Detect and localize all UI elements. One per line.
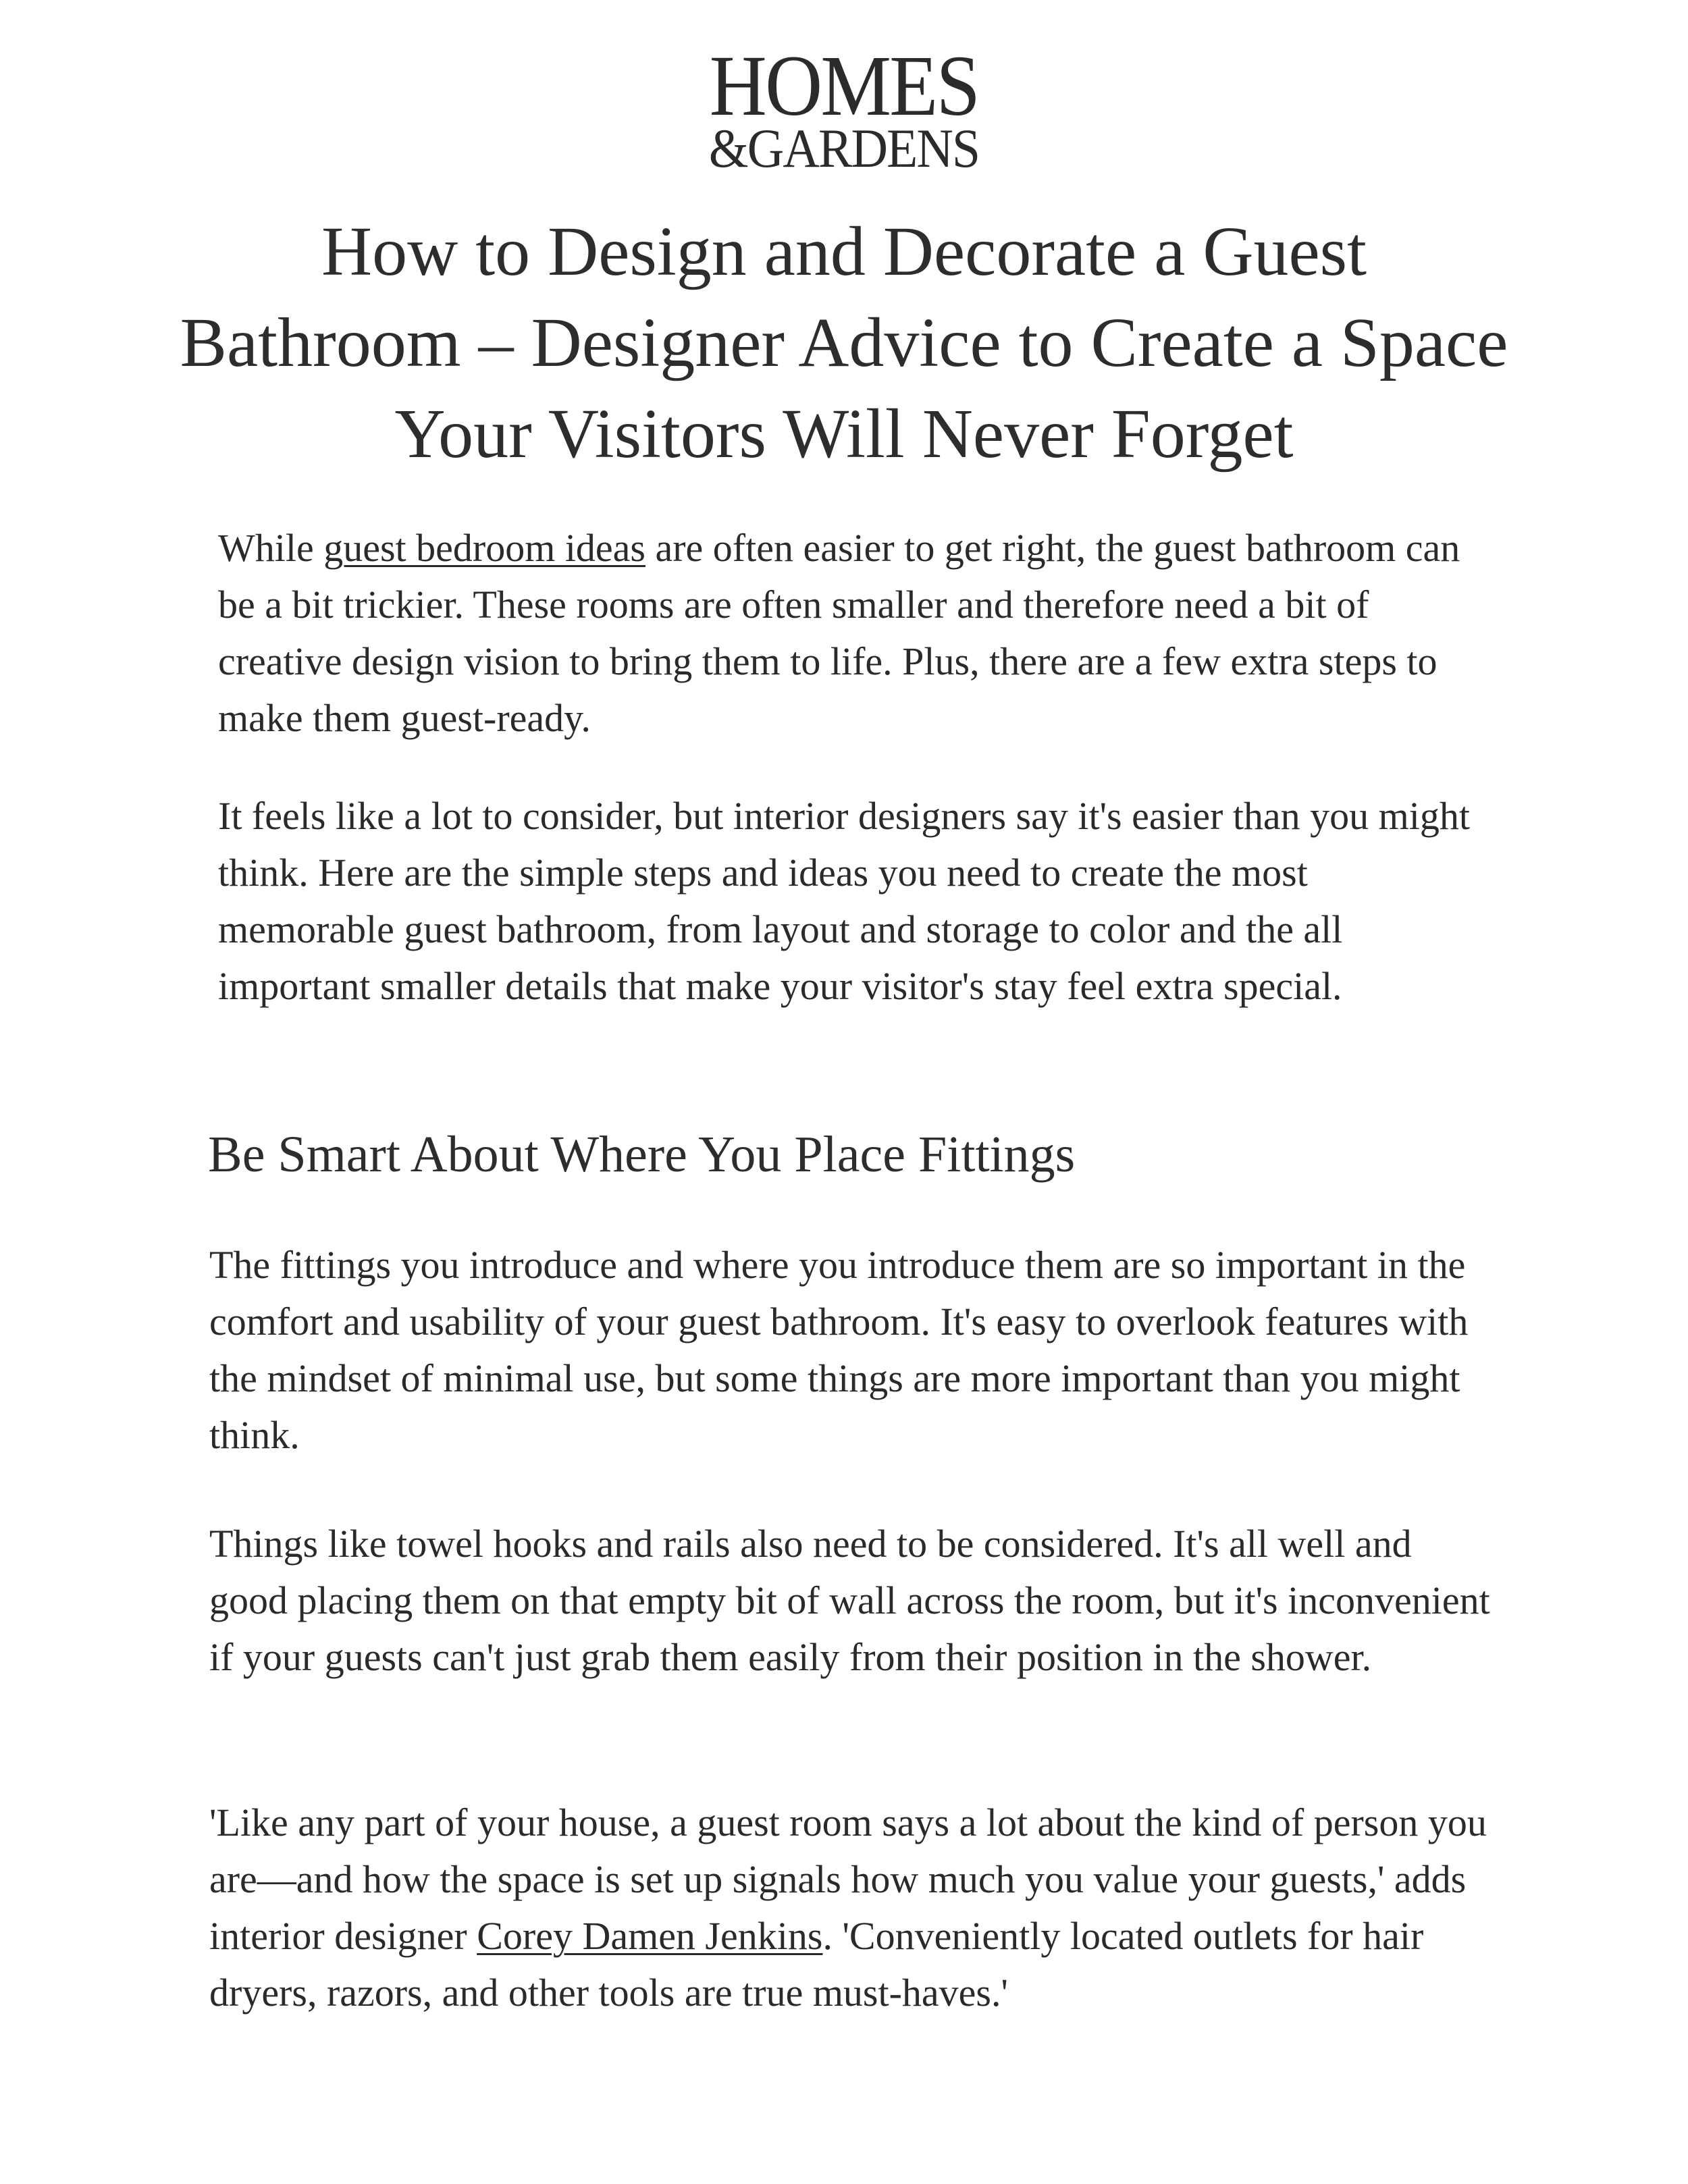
text-segment: . 'Conveniently located outlets for hair dryers, razors, and other tools are true must-haves.': [209, 1914, 1424, 2015]
intro-paragraph-2: It feels like a lot to consider, but interior designers say it's easier than you might think. Here are the simple steps and ideas you need to create the most memorable guest bathroom, from layout and storage to color and the all important smaller details that make your visitor's stay feel extra special.: [218, 794, 1471, 1008]
guest-bedroom-ideas-link[interactable]: guest bedroom ideas: [323, 526, 645, 570]
intro-paragraph-1: [218, 520, 1487, 747]
section-paragraph-2: Things like towel hooks and rails also need to be considered. It's all well and good placing them on that empty bit of wall across the room, but it's inconvenient if your guests can't just grab them easily from their position in the shower.: [209, 1522, 1490, 1679]
text-segment: While: [218, 526, 324, 570]
article-title: How to Design and Decorate a Guest Bathroom – Designer Advice to Create a Space Your Visitors Will Never Forget: [180, 213, 1508, 473]
logo-wordmark-gardens: &GARDENS: [708, 117, 980, 179]
section-heading: Be Smart About Where You Place Fittings: [208, 1126, 1076, 1183]
section-paragraph-3: [209, 1794, 1492, 2021]
logo-wordmark-homes: HOMES: [709, 38, 979, 134]
corey-damen-jenkins-link[interactable]: Corey Damen Jenkins: [477, 1914, 823, 1958]
masthead-logo[interactable]: [0, 38, 1688, 179]
text-segment: 'Like any part of your house, a guest room says a lot about the kind of person you are—and how the space is set up signals how much you value your guests,' adds interior designer: [209, 1801, 1487, 1958]
text-segment: are often easier to get right, the guest bathroom can be a bit trickier. These rooms are often smaller and therefore need a bit of creative design vision to bring them to life. Plus, there are a few extra steps to make them guest-ready.: [218, 526, 1460, 740]
section-paragraph-1: The fittings you introduce and where you introduce them are so important in the comfort and usability of your guest bathroom. It's easy to overlook features with the mindset of minimal use, but some things are more important than you might think.: [209, 1243, 1469, 1457]
